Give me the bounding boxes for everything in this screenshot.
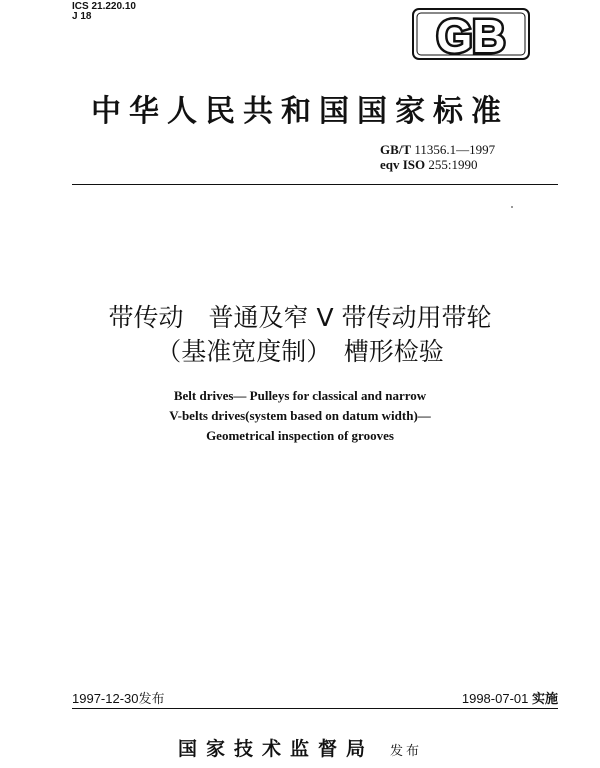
issue-date: 1997-12-30	[72, 691, 139, 706]
ccs-code: J 18	[72, 11, 92, 22]
document-title-en-line2: V-belts drives(system based on datum width)—	[169, 408, 431, 423]
standard-code	[380, 142, 495, 157]
document-title-en-line3: Geometrical inspection of grooves	[206, 428, 394, 443]
standard-title: 中华人民共和国国家标准	[91, 94, 509, 129]
issuer-line	[0, 734, 600, 761]
document-title-zh-line1: 带传动 普通及窄 V 带传动用带轮	[108, 303, 492, 332]
equivalence-prefix: eqv ISO	[380, 157, 426, 172]
document-title-en-line1: Belt drives— Pulleys for classical and narrow	[173, 388, 427, 403]
gb-logo	[412, 8, 530, 60]
equivalence-code	[380, 157, 495, 172]
ics-code: ICS 21.220.10	[72, 1, 136, 12]
standard-code-number: 11356.1—1997	[414, 142, 496, 157]
header-divider	[72, 184, 558, 185]
speck	[511, 206, 513, 208]
issuer-name: 国家技术监督局	[177, 738, 374, 760]
implement-date: 1998-07-01	[461, 691, 529, 706]
equivalence-number: 255:1990	[428, 157, 478, 172]
issue-date-line	[72, 688, 165, 707]
standard-code-block	[380, 142, 495, 172]
gb-logo-text: GB	[436, 10, 506, 60]
footer-divider	[72, 708, 558, 709]
standard-code-prefix: GB/T	[380, 142, 412, 157]
issue-label: 发布	[138, 691, 165, 706]
implement-date-line	[462, 688, 558, 707]
implement-label: 实施	[531, 691, 558, 706]
classification-codes	[72, 2, 136, 22]
document-title-zh-line2: （基准宽度制） 槽形检验	[156, 337, 444, 366]
issuer-verb: 发布	[390, 744, 423, 759]
